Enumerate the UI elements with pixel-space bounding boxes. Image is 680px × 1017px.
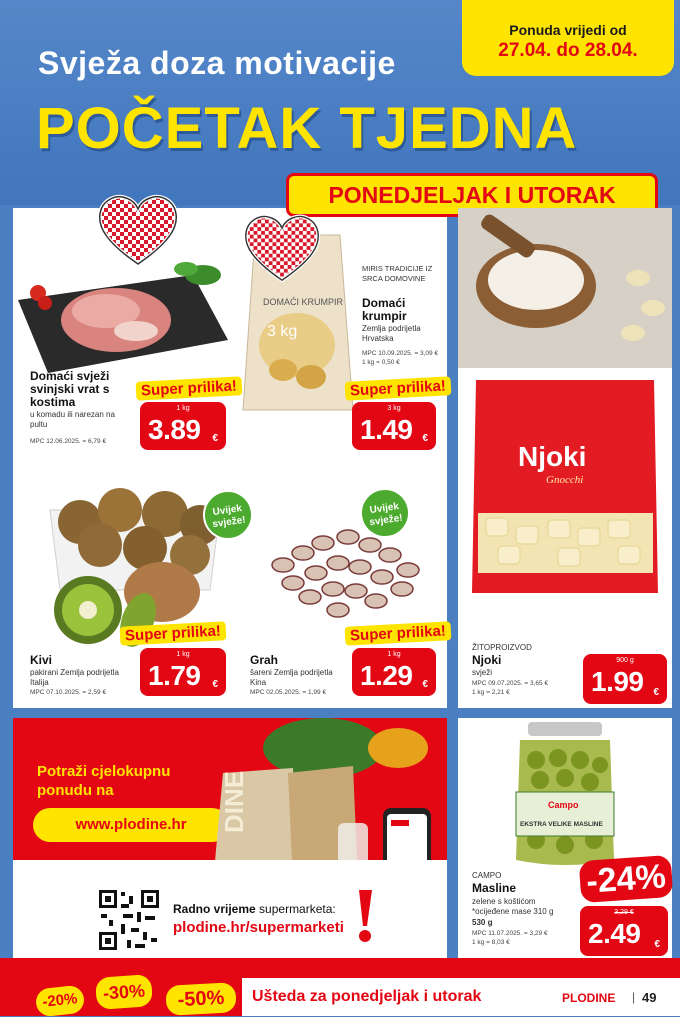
product-mpc: MPC 09.07.2025. = 3,65 € [472, 680, 549, 687]
price-currency: € [654, 939, 660, 950]
price-currency: € [212, 679, 218, 690]
product-name: Domaći krumpir [362, 296, 407, 323]
promo-line1: Potraži cjelokupnu [37, 763, 171, 780]
price-unit: 1 kg [176, 405, 190, 412]
page-title: POČETAK TJEDNA [36, 96, 578, 161]
super-prilika-badge: Super prilika! [136, 376, 243, 401]
validity-label: Ponuda vrijedi od [509, 22, 627, 38]
product-mpc: MPC 02.05.2025. = 1,99 € [250, 689, 327, 696]
product-name: Domaći svježi svinjski vrat s kostima [30, 369, 110, 409]
validity-box [462, 0, 674, 76]
product-category: ŽITOPROIZVOD [472, 643, 532, 652]
promo-panel [13, 718, 447, 963]
hours-bold: Radno vrijeme [173, 902, 256, 916]
price-tag [580, 906, 668, 956]
price-tag [140, 648, 226, 696]
discount-badge: -24% [579, 855, 674, 903]
bag-weight: 3 kg [267, 323, 298, 340]
price-value: 1.49 [360, 414, 413, 445]
page-number: 49 [642, 990, 657, 1005]
pack-sub: Gnocchi [546, 474, 584, 486]
brand-logo: PLODINE [562, 991, 616, 1005]
heart-badge-icon [96, 192, 180, 268]
olive-jar-image [510, 720, 620, 870]
product-mpc: MPC 12.06.2025. = 6,79 € [30, 438, 107, 445]
hours-link[interactable]: plodine.hr/supermarketi [173, 919, 344, 936]
product-desc: u komadu ili narezan na pultu [30, 410, 115, 429]
product-weight: 530 g [472, 918, 493, 927]
gnocchi-image [458, 208, 672, 640]
product-name: Masline [472, 881, 517, 895]
promo-text [37, 762, 170, 800]
old-price: 3,29 € [614, 909, 634, 916]
days-banner: PONEDJELJAK I UTORAK [286, 173, 658, 217]
discount-20: -20% [35, 985, 86, 1017]
product-unit-price: 1 kg = 0,50 € [362, 359, 400, 366]
tagline: Svježa doza motivacije [38, 45, 396, 81]
footer [0, 958, 680, 1016]
heart-badge-icon [242, 212, 322, 284]
price-tag [583, 654, 667, 704]
price-value: 1.99 [591, 666, 644, 697]
qr-code-icon[interactable] [97, 888, 161, 952]
price-value: 1.79 [148, 660, 201, 691]
product-desc: svježi [472, 668, 493, 677]
product-category: MIRIS TRADICIJE IZ SRCA DOMOVINE [362, 264, 433, 283]
product-desc: šareni Zemlja podrijetla Kina [250, 668, 333, 687]
validity-dates: 27.04. do 28.04. [498, 40, 638, 61]
product-name: Njoki [472, 653, 502, 667]
price-value: 2.49 [588, 918, 641, 949]
price-unit: 3 kg [387, 405, 401, 412]
super-prilika-badge: Super prilika! [120, 621, 227, 646]
hours-rest: supermarketa: [259, 902, 336, 916]
product-name: Kivi [30, 653, 53, 667]
discount-30: -30% [95, 974, 153, 1010]
price-value: 1.29 [360, 660, 413, 691]
savings-text: Ušteda za ponedjeljak i utorak [252, 988, 482, 1005]
product-mpc: MPC 07.10.2025. = 2,59 € [30, 689, 107, 696]
price-currency: € [212, 433, 218, 444]
product-unit-price: 1 kg = 8,03 € [472, 939, 510, 946]
website-link[interactable]: www.plodine.hr [33, 808, 229, 842]
price-tag [352, 402, 436, 450]
super-prilika-badge: Super prilika! [345, 376, 452, 401]
promo-line2: ponudu na [37, 782, 114, 799]
discount-50: -50% [165, 982, 236, 1016]
page-separator: | [632, 990, 636, 1004]
jar-brand: Campo [548, 800, 579, 810]
price-tag [352, 648, 436, 696]
bag-text: DINE [219, 770, 249, 833]
super-prilika-badge: Super prilika! [345, 621, 452, 646]
price-unit: 1 kg [387, 651, 401, 658]
product-desc: pakirani Zemlja podrijetla Italija [30, 668, 119, 687]
product-desc: zelene s koštićom *ocijeđene mase 310 g [472, 897, 554, 916]
jar-label: EKSTRA VELIKE MASLINE [520, 821, 603, 828]
price-currency: € [422, 433, 428, 444]
bag-label: DOMAĆI KRUMPIR [263, 297, 344, 307]
price-value: 3.89 [148, 414, 201, 445]
price-currency: € [653, 687, 659, 698]
fresh-badge: Uvijek svježe! [200, 487, 256, 543]
price-unit: 1 kg [176, 651, 190, 658]
price-tag [140, 402, 226, 450]
product-desc: Zemlja podrijetla Hrvatska [362, 324, 421, 343]
hours-text [173, 902, 336, 916]
price-unit: 900 g [616, 657, 634, 664]
product-name: Grah [250, 653, 279, 667]
product-mpc: MPC 10.09.2025. = 3,09 € [362, 350, 439, 357]
fresh-badge: Uvijek svježe! [357, 485, 413, 541]
pack-label: Njoki [518, 441, 587, 472]
product-unit-price: 1 kg = 2,21 € [472, 689, 510, 696]
product-category: CAMPO [472, 871, 502, 880]
price-currency: € [422, 679, 428, 690]
product-mpc: MPC 11.07.2025. = 3,29 € [472, 930, 548, 937]
exclamation-icon [355, 888, 375, 944]
